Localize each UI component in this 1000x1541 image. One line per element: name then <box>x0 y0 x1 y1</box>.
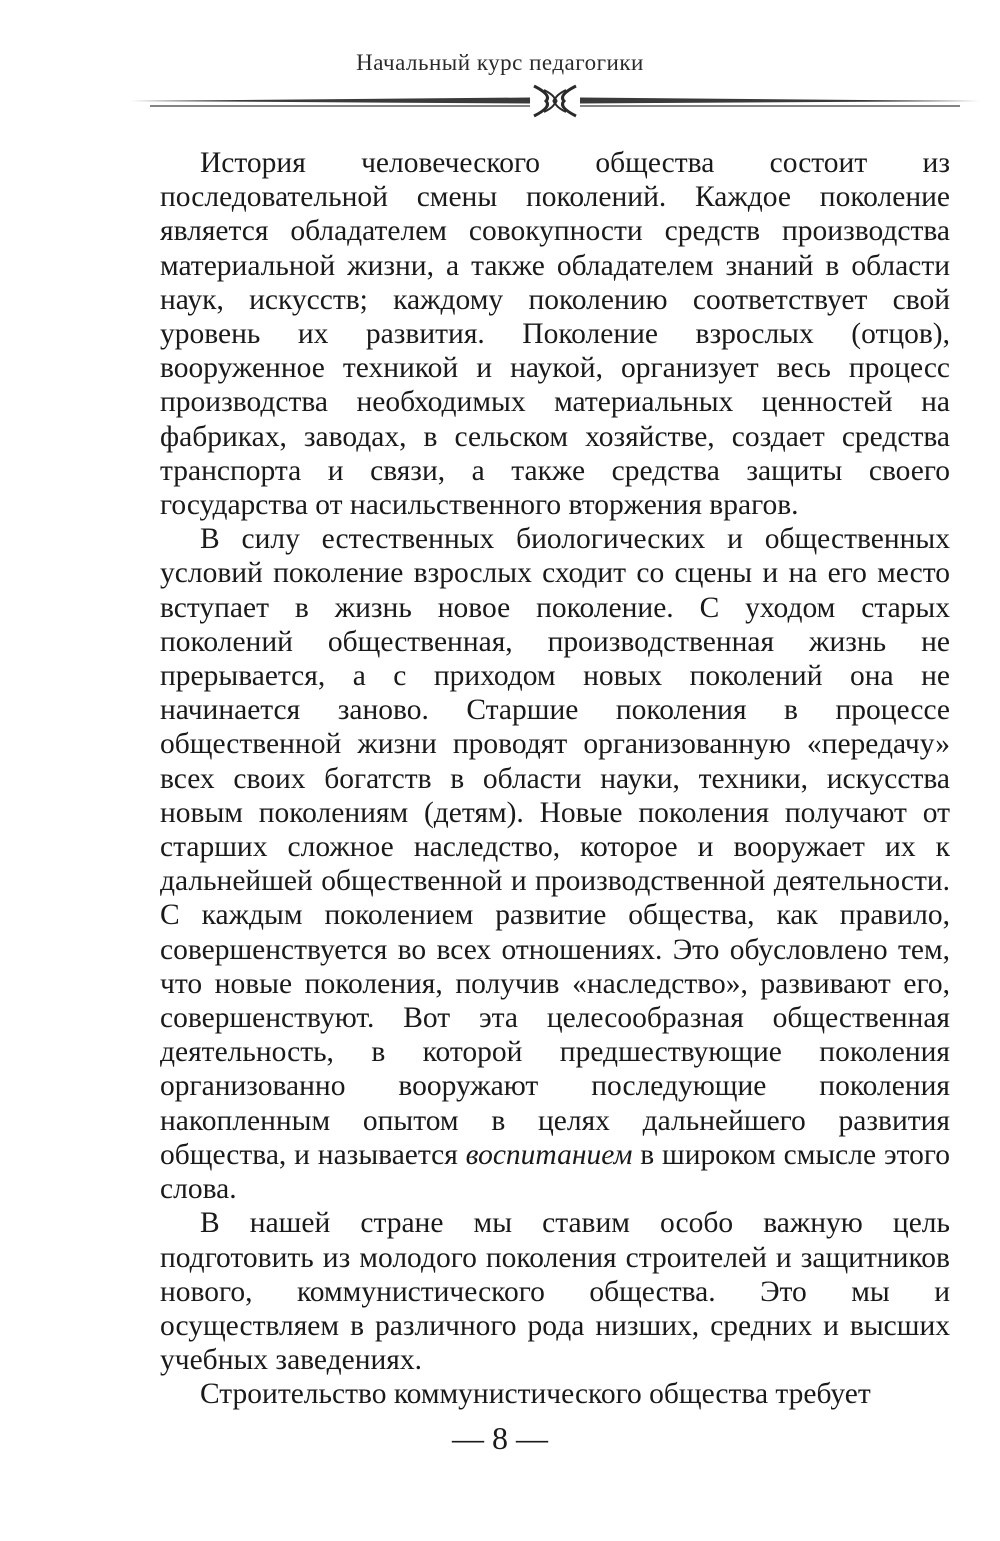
page-number: — 8 — <box>452 1420 548 1456</box>
header-ornament-divider <box>130 82 980 118</box>
paragraph-4: Строительство коммунистического общества требует <box>200 1378 871 1411</box>
paragraph-2-text-before: В силу естественных биологических и общественных условий поколение взрослых сходит со сцены и на его место вступает в жизнь новое поколение. С уходом старых поколений общественная, производственная жизнь не прерывается, а с приходом новых поколений она не начинается заново. Старшие поколения в процессе общественной жизни проводят организованную «передачу» всех своих богатств в области науки, техники, искусства новым поколениям (детям). Новые поколения получают от старших сложное наследство, которое и вооружает их к дальнейшей общественной и производственной деятельности. С каждым поколением развитие общества, как правило, совершенствуется во всех отношениях. Это обусловлено тем, что новые поколения, получив «наследство», развивают его, совершенствуют. Вот эта целесообразная общественная деятельность, в которой предшествующие поколения организованно вооружают последующие поколения накопленным опытом в целях дальнейшего развития общества, и называется <box>160 523 950 1171</box>
ornament-right-rule <box>580 98 980 104</box>
main-text-block <box>160 146 950 1412</box>
paragraph-1: История человеческого общества состоит из последовательной смены поколений. Каждое поколение является обладателем совокупности средств производства материальной жизни, а также обладателем знаний в области наук, искусств; каждому поколению соответствует свой уровень их развития. Поколение взрослых (отцов), вооруженное техникой и наукой, организует весь процесс производства необходимых материальных ценностей на фабриках, заводах, в сельском хозяйстве, создает средства транспорта и связи, а также средства защиты своего государства от насильственного вторжения врагов. <box>160 147 950 522</box>
ornament-center-dot <box>553 99 558 104</box>
paragraph-2 <box>160 522 950 1206</box>
running-header-title: Начальный курс педагогики <box>356 50 644 75</box>
ornament-left-rule <box>130 98 530 104</box>
paragraph-2-text-after: в широком смысле этого слова. <box>160 1138 950 1206</box>
paragraph-3: В нашей стране мы ставим особо важную цель подготовить из молодого поколения строителей и защитников нового, коммунистического общества. Это мы и осуществляем в различного рода низших, средних и высших учебных заведениях. <box>160 1207 950 1377</box>
paragraph-2-emphasis: воспитанием <box>465 1138 633 1171</box>
